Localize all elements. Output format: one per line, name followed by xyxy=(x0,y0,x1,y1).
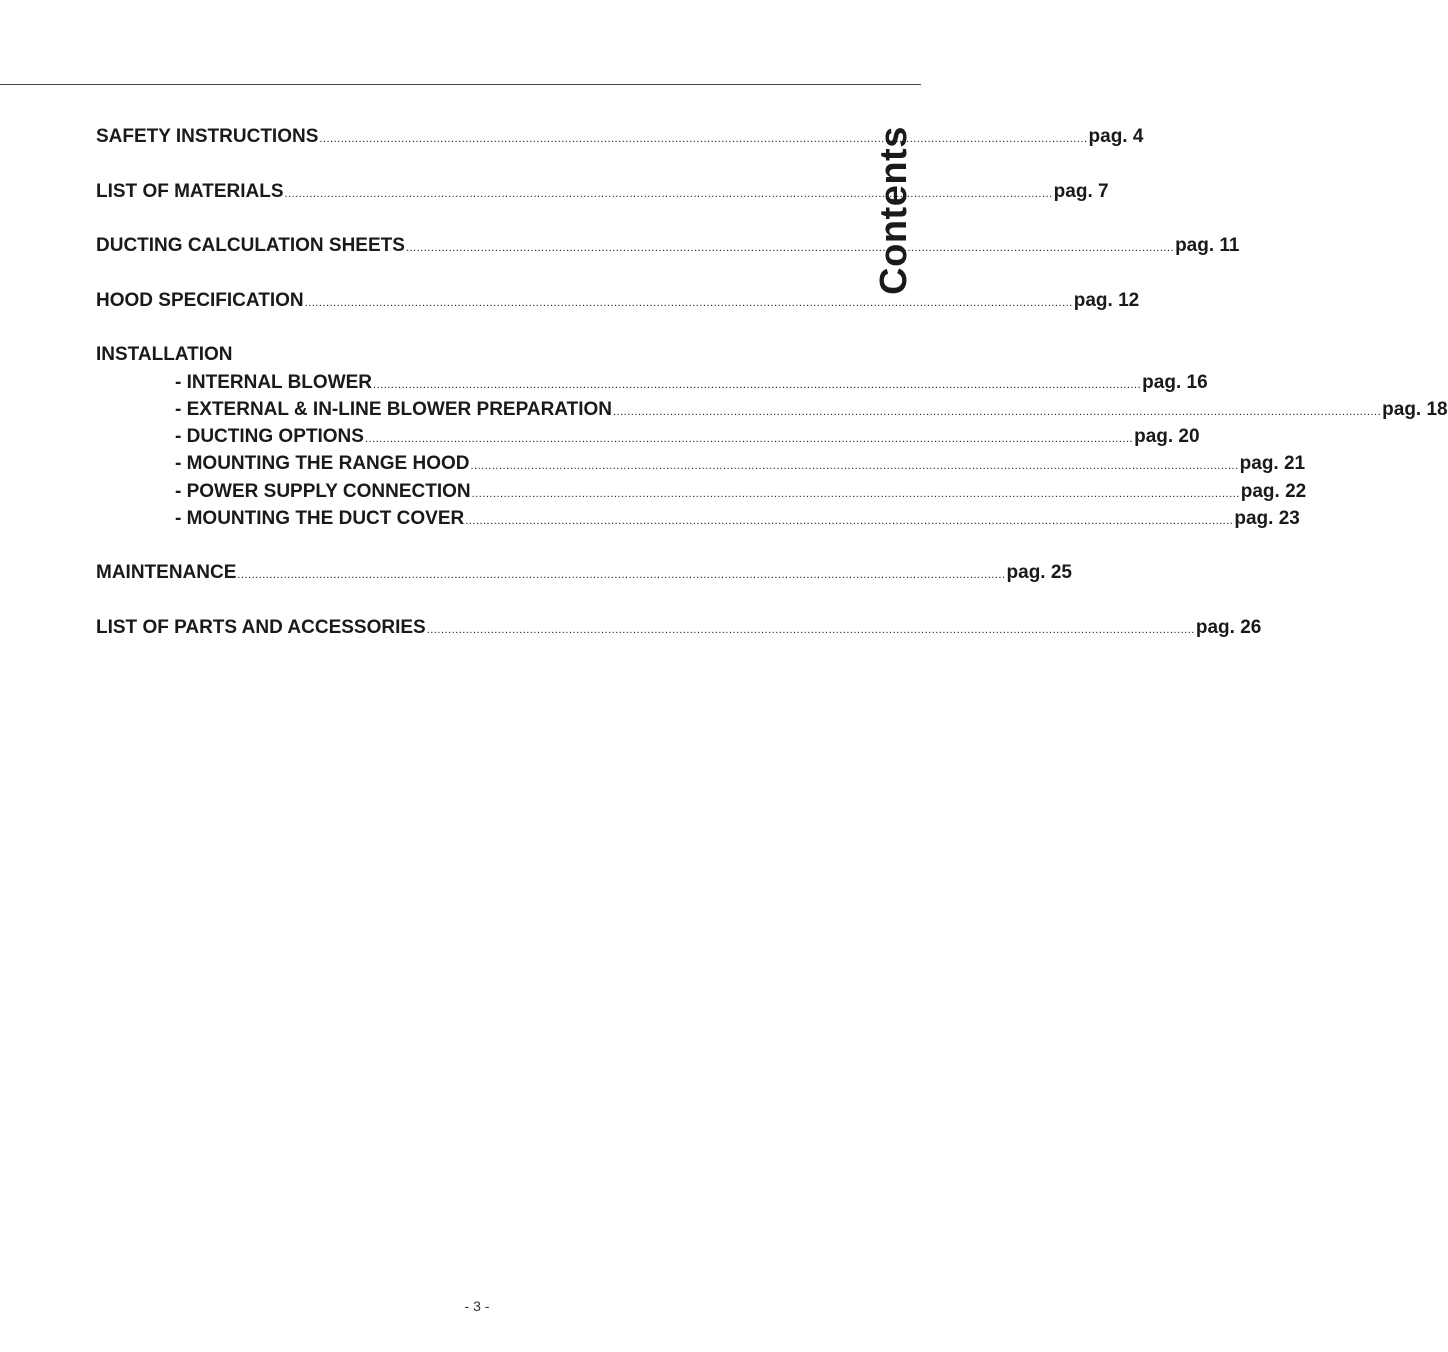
toc-dot-leader: ........................................................................................................................................................................................................................ xyxy=(364,433,1134,445)
toc-entry-page: pag. 7 xyxy=(1053,181,1109,202)
toc-subentry-ducting-options[interactable] xyxy=(175,424,1200,450)
toc-subentry-mounting-range-hood[interactable] xyxy=(175,451,1306,477)
top-rule xyxy=(0,84,921,85)
contents-title-text: Contents xyxy=(872,125,915,295)
toc-dot-leader: ........................................................................................................................................................................................................................ xyxy=(426,624,1195,636)
toc-subentry-power-supply-connection[interactable] xyxy=(175,479,1307,505)
toc-subentry-internal-blower[interactable] xyxy=(175,370,1208,396)
toc-entry-label: - MOUNTING THE DUCT COVER xyxy=(175,508,465,529)
toc-entry-label: DUCTING CALCULATION SHEETS xyxy=(96,235,405,256)
toc-entry-page: pag. 25 xyxy=(1006,562,1073,583)
toc-entry-list-of-parts[interactable] xyxy=(96,615,1262,641)
toc-dot-leader: ........................................................................................................................................................................................................................ xyxy=(470,460,1239,472)
toc-entry-page: pag. 18 xyxy=(1382,399,1448,420)
toc-entry-label: LIST OF MATERIALS xyxy=(96,181,284,202)
toc-entry-page: pag. 26 xyxy=(1195,617,1262,638)
toc-dot-leader: ........................................................................................................................................................................................................................ xyxy=(319,133,1088,145)
toc-dot-leader: ........................................................................................................................................................................................................................ xyxy=(405,242,1175,254)
toc-entry-label: - MOUNTING THE RANGE HOOD xyxy=(175,453,470,474)
toc-entry-label: SAFETY INSTRUCTIONS xyxy=(96,126,319,147)
toc-entry-label: MAINTENANCE xyxy=(96,562,237,583)
toc-entry-label: - DUCTING OPTIONS xyxy=(175,426,364,447)
toc-entry-page: pag. 22 xyxy=(1240,481,1307,502)
toc-entry-page: pag. 11 xyxy=(1175,235,1240,256)
toc-entry-page: pag. 21 xyxy=(1239,453,1306,474)
toc-entry-page: pag. 12 xyxy=(1073,290,1140,311)
toc-heading-installation: INSTALLATION xyxy=(96,344,233,365)
toc-entry-label: LIST OF PARTS AND ACCESSORIES xyxy=(96,617,426,638)
toc-entry-list-of-materials[interactable] xyxy=(96,179,1109,205)
toc-dot-leader: ........................................................................................................................................................................................................................ xyxy=(465,515,1234,527)
toc-entry-ducting-calculation-sheets[interactable] xyxy=(96,233,1240,259)
toc-dot-leader: ........................................................................................................................................................................................................................ xyxy=(471,488,1240,500)
toc-dot-leader: ........................................................................................................................................................................................................................ xyxy=(613,406,1382,418)
toc-entry-maintenance[interactable] xyxy=(96,560,1073,586)
toc-dot-leader: ........................................................................................................................................................................................................................ xyxy=(373,379,1142,391)
toc-entry-hood-specification[interactable] xyxy=(96,288,1140,314)
toc-dot-leader: ........................................................................................................................................................................................................................ xyxy=(304,297,1073,309)
toc-entry-page: pag. 4 xyxy=(1088,126,1144,147)
toc-entry-label: - INTERNAL BLOWER xyxy=(175,372,373,393)
toc-entry-label: - POWER SUPPLY CONNECTION xyxy=(175,481,471,502)
toc-entry-page: pag. 20 xyxy=(1134,426,1200,447)
toc-subentry-external-inline-blower[interactable] xyxy=(175,397,1448,423)
toc-entry-page: pag. 23 xyxy=(1234,508,1300,529)
contents-title xyxy=(858,125,930,295)
toc-entry-page: pag. 16 xyxy=(1142,372,1208,393)
toc-dot-leader: ........................................................................................................................................................................................................................ xyxy=(237,569,1006,581)
toc-entry-label: - EXTERNAL & IN-LINE BLOWER PREPARATION xyxy=(175,399,612,420)
toc-entry-safety-instructions[interactable] xyxy=(96,124,1144,150)
page-number: - 3 - xyxy=(464,1298,490,1314)
toc-dot-leader: ........................................................................................................................................................................................................................ xyxy=(284,188,1053,200)
toc-subentry-mounting-duct-cover[interactable] xyxy=(175,506,1300,532)
toc-entry-label: HOOD SPECIFICATION xyxy=(96,290,304,311)
